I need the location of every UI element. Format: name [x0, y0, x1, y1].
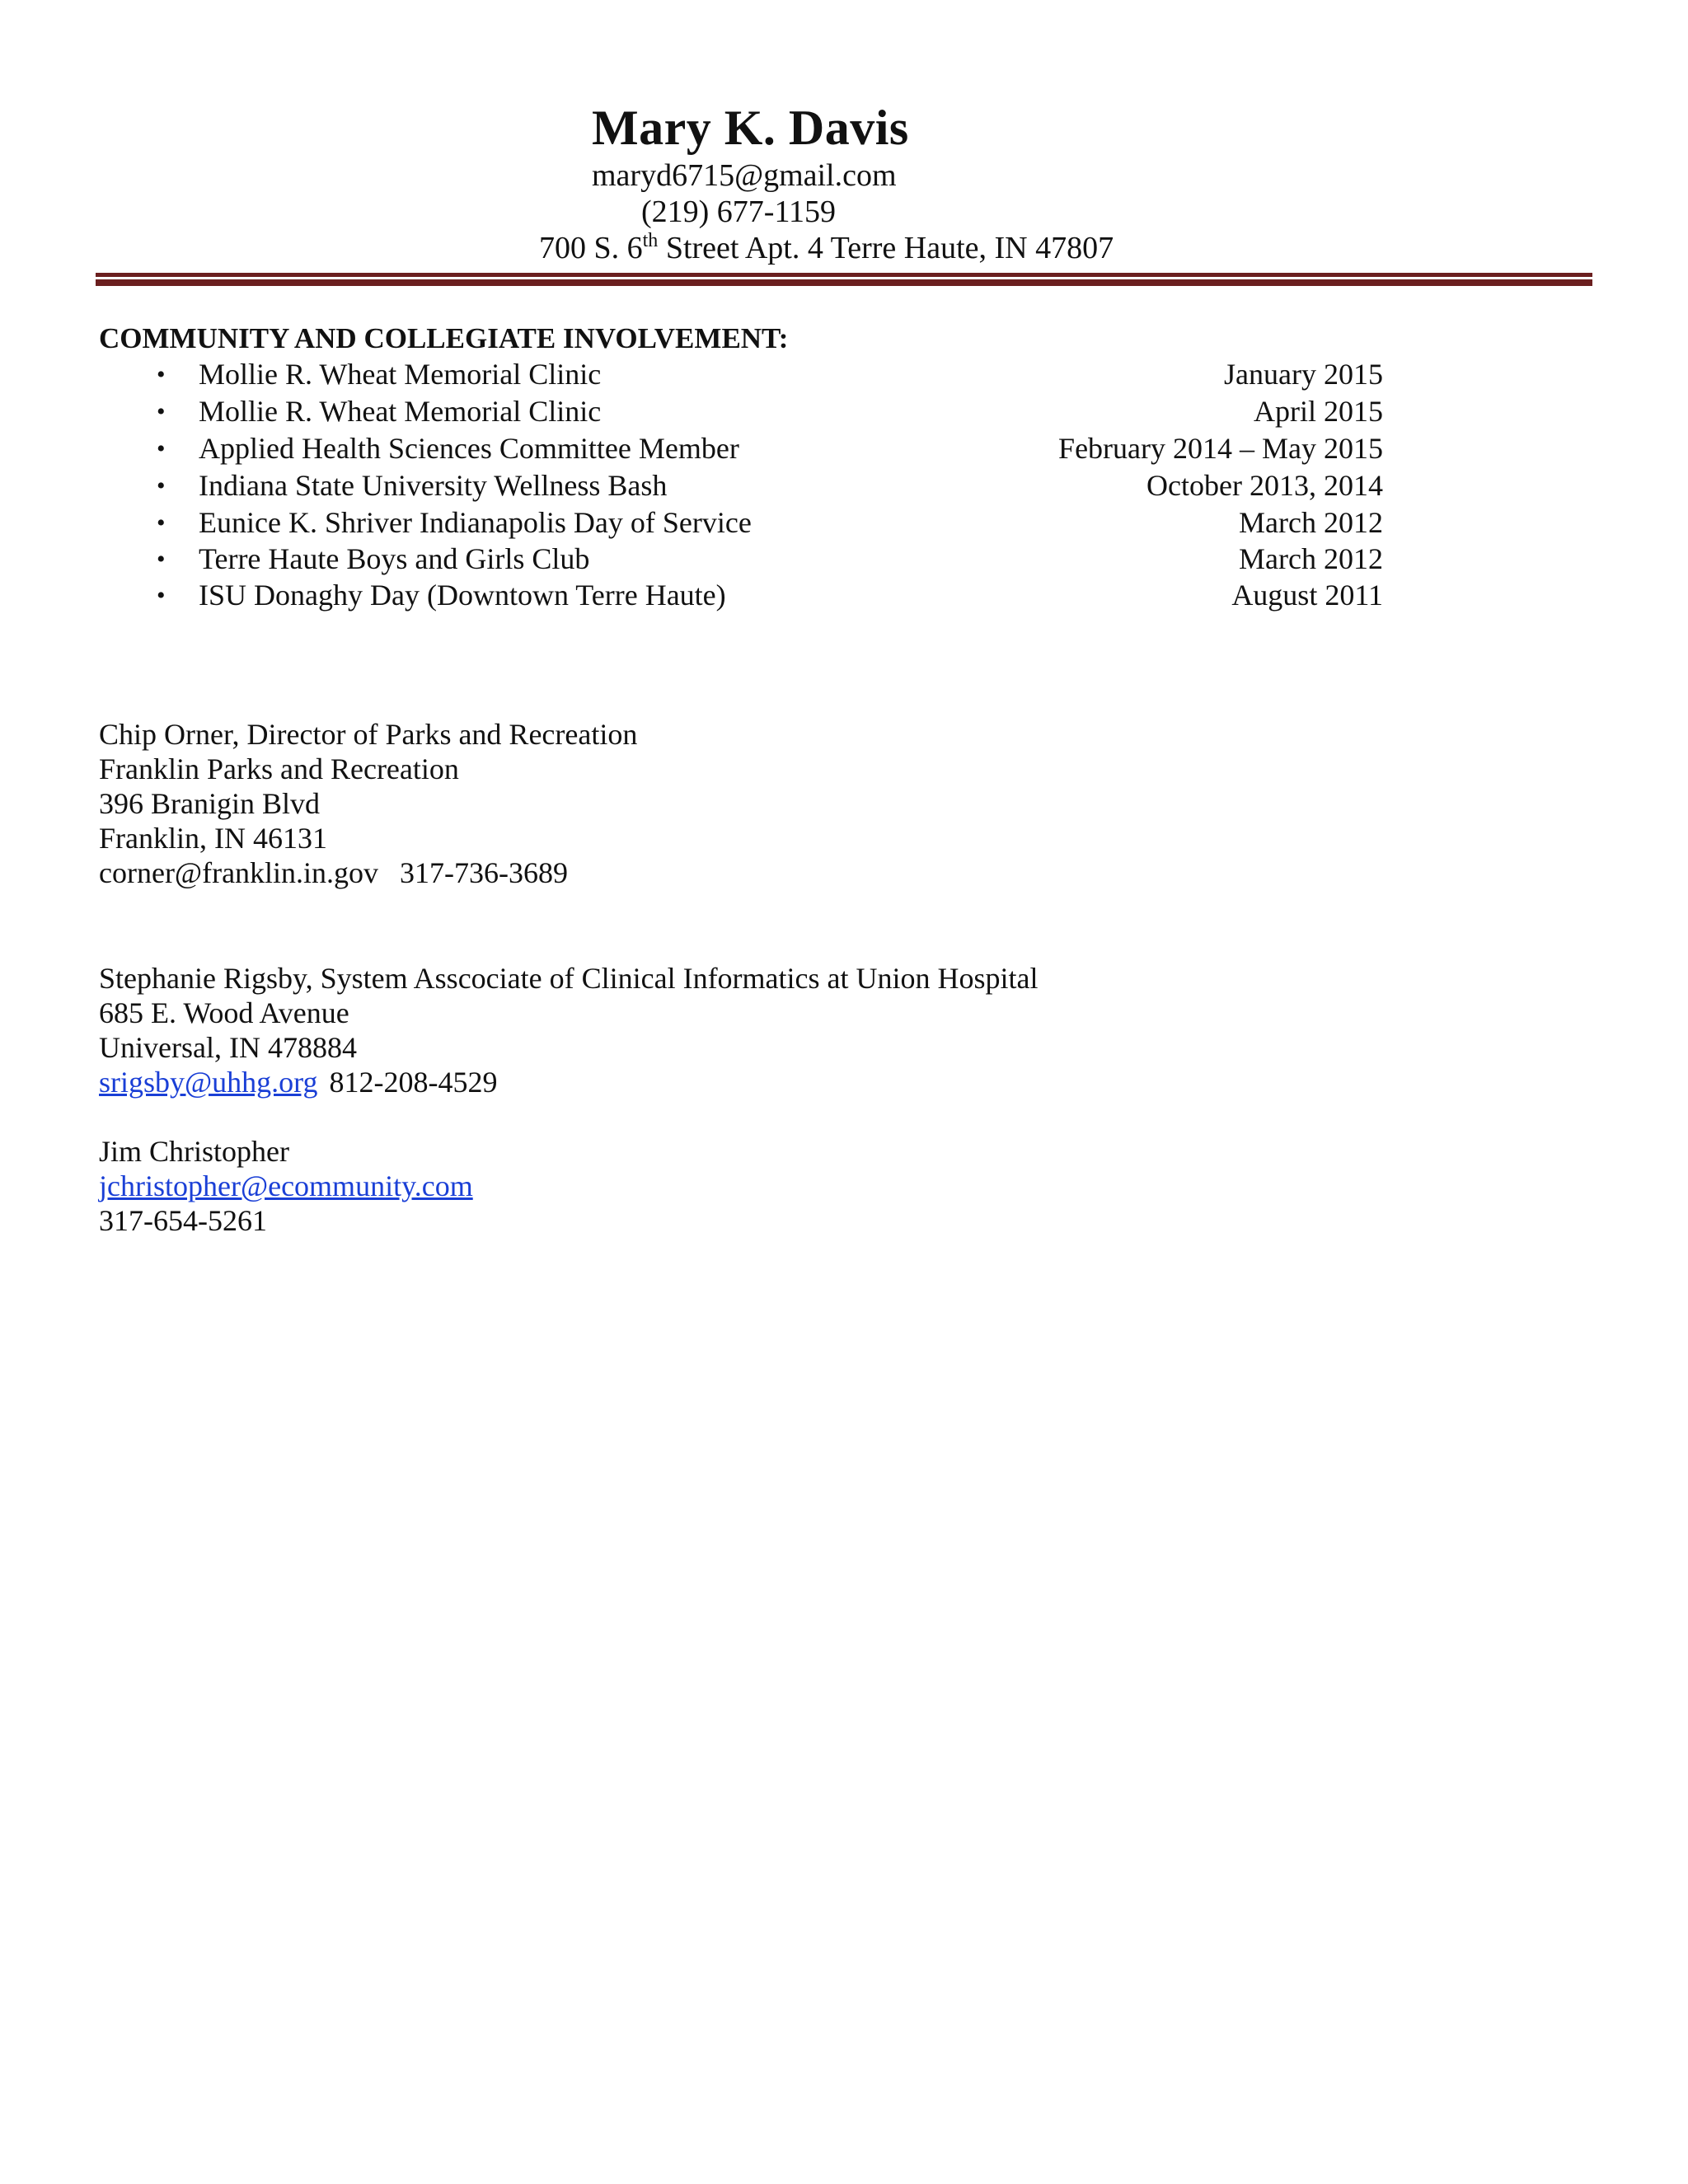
involvement-name: Mollie R. Wheat Memorial Clinic [199, 358, 602, 391]
involvement-date: February 2014 – May 2015 [1058, 432, 1383, 465]
reference-email-link[interactable]: jchristopher@ecommunity.com [99, 1169, 473, 1202]
involvement-heading: COMMUNITY AND COLLEGIATE INVOLVEMENT: [99, 322, 789, 354]
reference-jim-christopher [99, 1134, 473, 1238]
applicant-phone: (219) 677-1159 [641, 194, 837, 229]
applicant-address [539, 229, 1114, 267]
reference-contact [99, 1169, 473, 1203]
header-divider-thick [96, 279, 1592, 286]
list-item [0, 393, 1688, 430]
reference-phone: 317-736-3689 [400, 856, 569, 889]
reference-name-title: Stephanie Rigsby, System Asscociate of Clinical Informatics at Union Hospital [99, 962, 1039, 995]
reference-city: Universal, IN 478884 [99, 1031, 357, 1064]
involvement-date: January 2015 [1224, 358, 1383, 391]
reference-phone: 812-208-4529 [329, 1066, 498, 1099]
involvement-date: March 2012 [1239, 506, 1383, 539]
bullet-icon: • [157, 435, 166, 462]
bullet-icon: • [157, 509, 166, 537]
reference-stephanie-rigsby [99, 961, 1038, 1099]
header-divider-thin [96, 273, 1592, 277]
bullet-icon: • [157, 546, 166, 573]
bullet-icon: • [157, 398, 166, 425]
bullet-icon: • [157, 472, 166, 499]
reference-contact [99, 855, 637, 890]
list-item [0, 430, 1688, 467]
reference-city: Franklin, IN 46131 [99, 822, 327, 855]
involvement-name: Mollie R. Wheat Memorial Clinic [199, 395, 602, 428]
involvement-date: August 2011 [1231, 579, 1383, 612]
applicant-name: Mary K. Davis [592, 101, 909, 155]
reference-street: 396 Branigin Blvd [99, 787, 320, 820]
list-item [0, 577, 1688, 614]
address-ordinal: th [642, 230, 659, 251]
reference-contact [99, 1065, 1038, 1099]
involvement-date: March 2012 [1239, 542, 1383, 575]
reference-name: Jim Christopher [99, 1135, 289, 1168]
reference-phone: 317-654-5261 [99, 1204, 267, 1237]
list-item [0, 356, 1688, 393]
reference-organization: Franklin Parks and Recreation [99, 752, 459, 785]
involvement-name: Indiana State University Wellness Bash [199, 469, 668, 502]
applicant-email: maryd6715@gmail.com [592, 158, 897, 193]
list-item [0, 504, 1688, 541]
involvement-date: October 2013, 2014 [1146, 469, 1383, 502]
involvement-name: ISU Donaghy Day (Downtown Terre Haute) [199, 579, 726, 612]
reference-chip-orner [99, 717, 637, 890]
involvement-date: April 2015 [1254, 395, 1383, 428]
bullet-icon: • [157, 582, 166, 609]
bullet-icon: • [157, 361, 166, 388]
address-prefix: 700 S. 6 [539, 231, 643, 265]
list-item [0, 541, 1688, 578]
reference-name-title: Chip Orner, Director of Parks and Recreation [99, 718, 638, 751]
list-item [0, 467, 1688, 504]
address-suffix: Street Apt. 4 Terre Haute, IN 47807 [658, 231, 1114, 265]
reference-email: corner@franklin.in.gov [99, 856, 379, 889]
involvement-name: Terre Haute Boys and Girls Club [199, 542, 590, 575]
reference-street: 685 E. Wood Avenue [99, 996, 349, 1029]
involvement-name: Applied Health Sciences Committee Member [199, 432, 739, 465]
reference-email-link[interactable]: srigsby@uhhg.org [99, 1066, 318, 1099]
involvement-name: Eunice K. Shriver Indianapolis Day of Service [199, 506, 752, 539]
